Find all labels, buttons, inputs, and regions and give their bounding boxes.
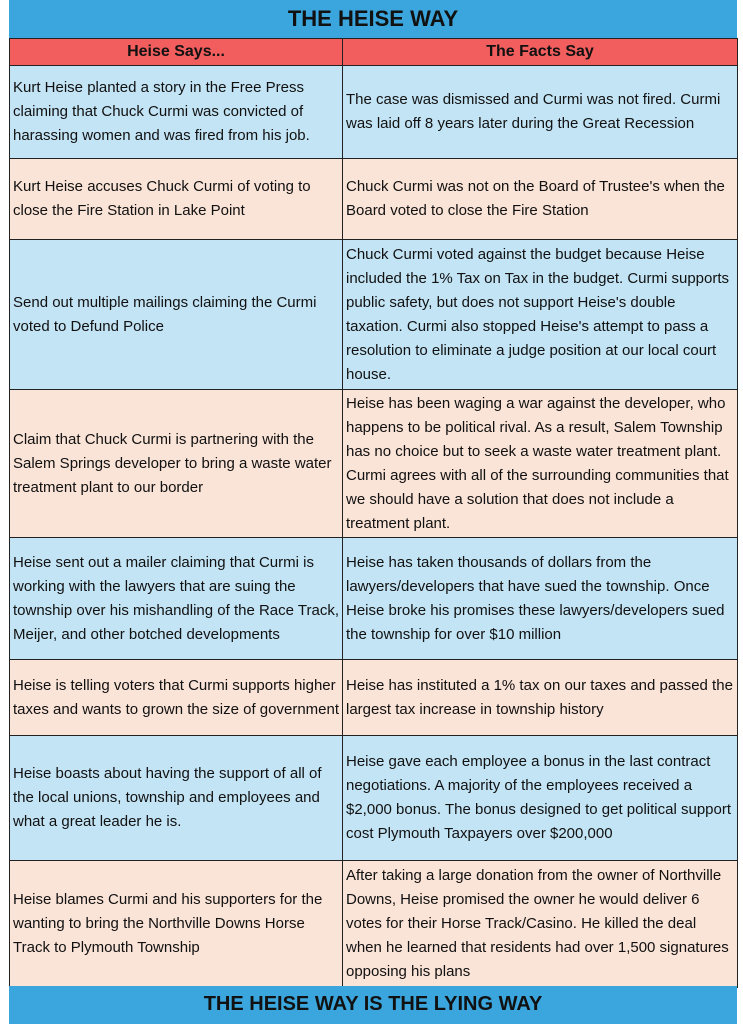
- footer-banner: THE HEISE WAY IS THE LYING WAY: [9, 986, 737, 1024]
- table-header-row: [10, 39, 738, 66]
- table-row: [10, 861, 738, 988]
- facts-say-cell: After taking a large donation from the owner of Northville Downs, Heise promised the owner he would deliver 6 votes for their Horse Track/Casino. He killed the deal when he learned that residents had over 1,500 signatures opposing his plans: [343, 861, 738, 988]
- facts-say-cell: Chuck Curmi was not on the Board of Trustee's when the Board voted to close the Fire Station: [343, 159, 738, 240]
- column-header-facts-say: The Facts Say: [343, 39, 738, 66]
- heise-says-cell: Heise is telling voters that Curmi supports higher taxes and wants to grown the size of government: [10, 660, 343, 736]
- table-row: [10, 736, 738, 861]
- heise-says-cell: Send out multiple mailings claiming the Curmi voted to Defund Police: [10, 240, 343, 390]
- table-row: [10, 390, 738, 538]
- table-row: [10, 660, 738, 736]
- facts-say-cell: Heise has instituted a 1% tax on our taxes and passed the largest tax increase in township history: [343, 660, 738, 736]
- facts-say-cell: Heise gave each employee a bonus in the last contract negotiations. A majority of the employees received a $2,000 bonus. The bonus designed to get political support cost Plymouth Taxpayers over $200,000: [343, 736, 738, 861]
- column-header-heise-says: Heise Says...: [10, 39, 343, 66]
- table-row: [10, 159, 738, 240]
- table-row: [10, 538, 738, 660]
- comparison-table: [9, 38, 738, 988]
- heise-says-cell: Heise blames Curmi and his supporters for the wanting to bring the Northville Downs Horse Track to Plymouth Township: [10, 861, 343, 988]
- heise-says-cell: Heise boasts about having the support of all of the local unions, township and employees and what a great leader he is.: [10, 736, 343, 861]
- heise-says-cell: Claim that Chuck Curmi is partnering with the Salem Springs developer to bring a waste water treatment plant to our border: [10, 390, 343, 538]
- document-frame: [9, 0, 737, 1024]
- facts-say-cell: Chuck Curmi voted against the budget because Heise included the 1% Tax on Tax in the budget. Curmi supports public safety, but does not support Heise's double taxation. Curmi also stopped Heise's attempt to pass a resolution to eliminate a judge position at our local court house.: [343, 240, 738, 390]
- heise-says-cell: Heise sent out a mailer claiming that Curmi is working with the lawyers that are suing the township over his mishandling of the Race Track, Meijer, and other botched developments: [10, 538, 343, 660]
- facts-say-cell: Heise has taken thousands of dollars from the lawyers/developers that have sued the township. Once Heise broke his promises these lawyers/developers sued the township for over $10 million: [343, 538, 738, 660]
- table-row: [10, 66, 738, 159]
- facts-say-cell: The case was dismissed and Curmi was not fired. Curmi was laid off 8 years later during the Great Recession: [343, 66, 738, 159]
- page-title: THE HEISE WAY: [9, 0, 737, 38]
- heise-says-cell: Kurt Heise planted a story in the Free Press claiming that Chuck Curmi was convicted of harassing women and was fired from his job.: [10, 66, 343, 159]
- heise-says-cell: Kurt Heise accuses Chuck Curmi of voting to close the Fire Station in Lake Point: [10, 159, 343, 240]
- table-row: [10, 240, 738, 390]
- facts-say-cell: Heise has been waging a war against the developer, who happens to be political rival. As a result, Salem Township has no choice but to seek a waste water treatment plant. Curmi agrees with all of the surrounding communities that we should have a solution that does not include a treatment plant.: [343, 390, 738, 538]
